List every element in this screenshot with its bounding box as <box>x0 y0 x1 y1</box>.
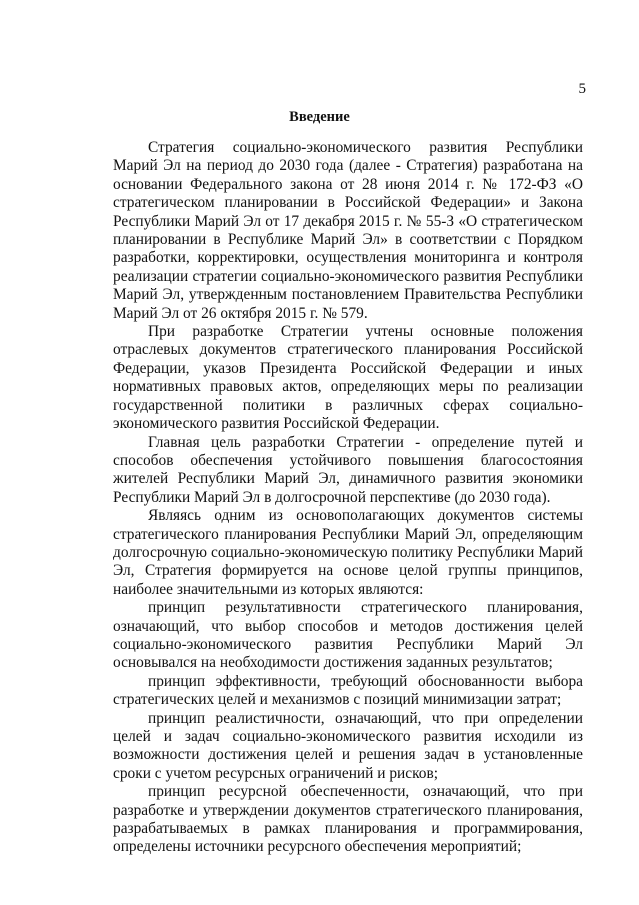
document-body <box>113 139 583 857</box>
page-number: 5 <box>578 81 586 97</box>
paragraph: принцип эффективности, требующий обоснованности выбора стратегических целей и механизмов с позиций минимизации затрат; <box>113 672 583 709</box>
paragraph: принцип ресурсной обеспеченности, означающий, что при разработке и утверждении документов стратегического планирования, разрабатываемых в рамках планирования и программирования, определены источники ресурсного обеспечения мероприятий; <box>113 783 583 856</box>
paragraph: принцип реалистичности, означающий, что при определении целей и задач социально-экономического развития исходили из возможности достижения целей и решения задач в установленные сроки с учетом ресурсных ограничений и рисков; <box>113 709 583 782</box>
paragraph: Главная цель разработки Стратегии - определение путей и способов обеспечения устойчивого повышения благосостояния жителей Республики Марий Эл, динамичного развития экономики Республики Марий Эл в долгосрочной перспективе (до 2030 года). <box>113 433 583 506</box>
paragraph: При разработке Стратегии учтены основные положения отраслевых документов стратегического планирования Российской Федерации, указов Президента Российской Федерации и иных нормативных правовых актов, определяющих меры по реализации государственной политики в различных сферах социально-экономического развития Российской Федерации. <box>113 323 583 433</box>
paragraph: Стратегия социально-экономического развития Республики Марий Эл на период до 2030 года (далее - Стратегия) разработана на основании Федерального закона от 28 июня 2014 г. № 172-ФЗ «О стратегическом планировании в Российской Федерации» и Закона Республики Марий Эл от 17 декабря 2015 г. № 55-З «О стратегическом планировании в Республике Марий Эл» в соответствии с Порядком разработки, корректировки, осуществления мониторинга и контроля реализации стратегии социально-экономического развития Республики Марий Эл, утвержденным постановлением Правительства Республики Марий Эл от 26 октября 2015 г. № 579. <box>113 139 583 322</box>
paragraph: Являясь одним из основополагающих документов системы стратегического планирования Республики Марий Эл, определяющим долгосрочную социально-экономическую политику Республики Марий Эл, Стратегия формируется на основе целой группы принципов, наиболее значительными из которых являются: <box>113 507 583 598</box>
section-title: Введение <box>289 109 350 125</box>
paragraph: принцип результативности стратегического планирования, означающий, что выбор способов и методов достижения целей социально-экономического развития Республики Марий Эл основывался на необходимости достижения заданных результатов; <box>113 599 583 672</box>
